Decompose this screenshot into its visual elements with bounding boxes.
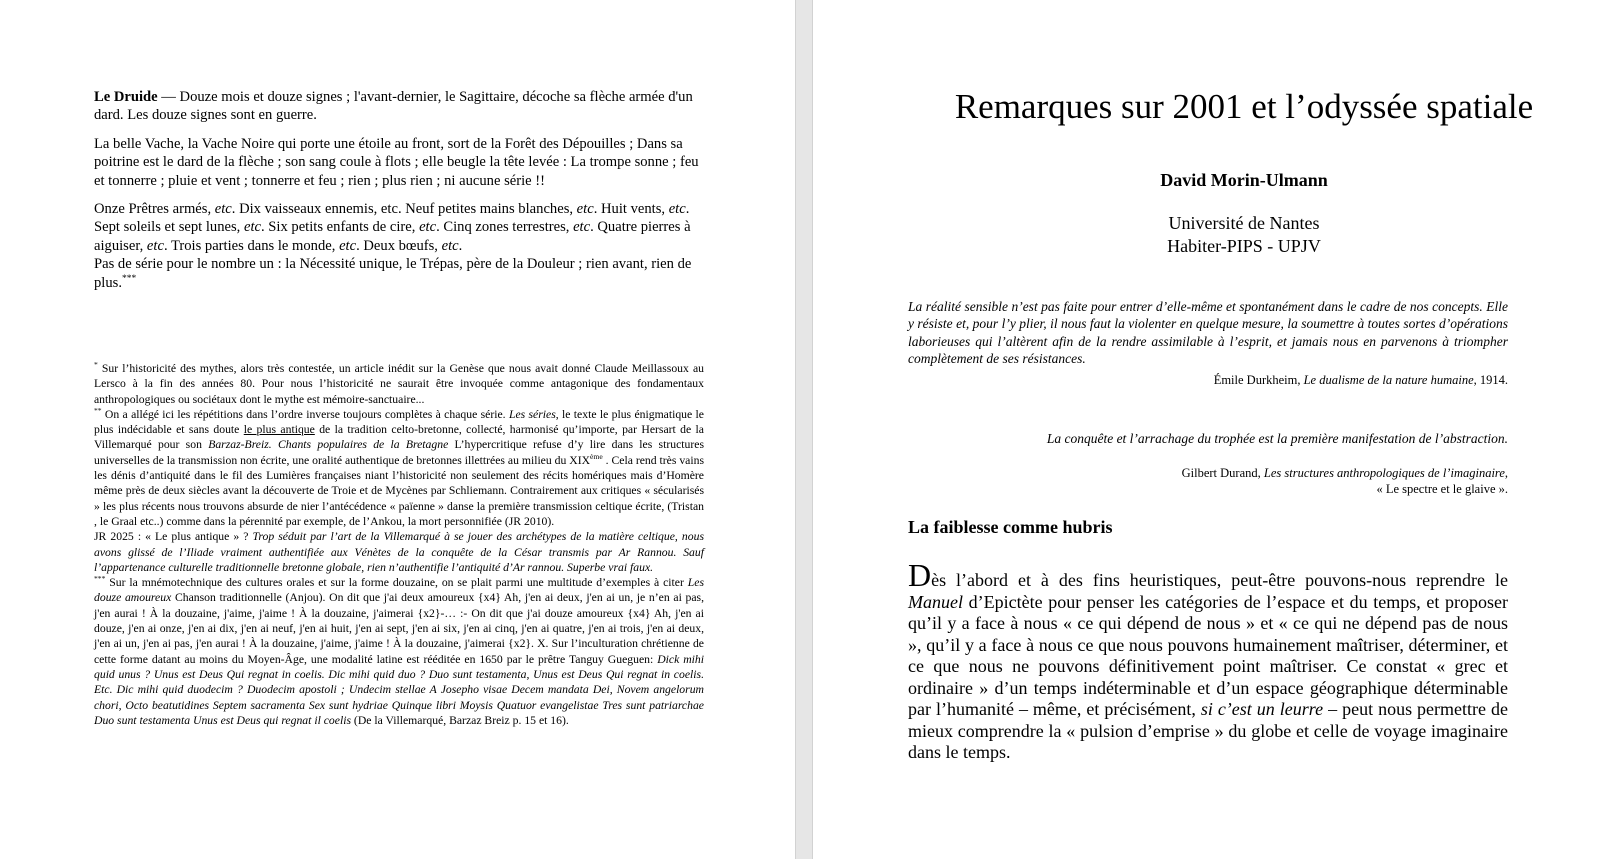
etc-text: etc (419, 219, 437, 236)
affiliation-line: Habiter-PIPS - UPJV (1167, 236, 1321, 256)
left-page (0, 0, 795, 859)
epigraph-source-durand (908, 465, 1508, 497)
footnote-mark: ** (94, 406, 102, 415)
epigraph-durand: La conquête et l’arrachage du trophée est la première manifestation de l’abstraction. (1046, 431, 1508, 446)
footnote-text: Sur la mnémotechnique des cultures orales et sur la forme douzaine, on se plait parmi une multitude d’exemples à citer (105, 576, 688, 590)
body-text: ès l’abord et à des fins heuristiques, peut-être pouvons-nous reprendre le (931, 570, 1508, 590)
footnote-text: Sur l’historicité des mythes, alors très contestée, un article inédit sur la Genèse que nous avait donné Claude Meillassoux au Lersco à la fin des années 80. Pour nous l’historicité ne saurait être invoquée comme antagonique des fondamentaux anthropologiques ou sociétaux dont le mythe est mémoire-sanctuaire... (94, 362, 704, 406)
footnote-text: . Cela rend très vains les dénis d’antiquité dans le fil des Lumières françaises niant l’historicité non seulement des récits homériques mais d’Homère même près de deux siècles avant la découverte de Troie et de Mycènes par Schliemann. Contrairement aux critiques « sécularisés » les plus récents nous trouvons absurde de nier l’antécédence « païenne » danse la première transmission celtique écrite, (Tristan , le Graal etc..) comme dans la pérennité par exemple, de l’Ankou, la mort personnifiée (JR 2010). (94, 453, 705, 528)
druide-lead: Le Druide (94, 89, 158, 105)
footnote-text: L’hypercritique refuse d’y lire dans les structures universelles de la transmission non écrite, une oralité authentique de bretonnes illettrées au milieu du XIX (94, 438, 704, 467)
page-gutter (795, 0, 813, 859)
footnote-1 (94, 361, 704, 407)
footnote-text: On a allégé ici les répétitions dans l’ordre inverse toujours complètes à chaque série. (101, 407, 509, 421)
epigraph-source-durkheim (908, 373, 1508, 388)
etc-text: etc (214, 201, 232, 218)
series-text: . Trois parties dans le monde, (163, 237, 340, 254)
etc-text: etc (441, 237, 459, 254)
footnote-italic: Dick mihi quid unus ? Unus est Deus Qui regnat in coelis. Dic mihi quid duo ? Duo sunt testamenta, Unus est Deus Qui regnat in coelis. Etc. Dic mihi quid duodecim ? Duodecim apostoli ; Undecim stellae A Josepho visae Decem mandata Dei, Novem angelorum chori, Octo beatutidines Septem sacramenta Sex sunt hydriae Quinque libri Moysis Quatuor evangelistae Tres sunt patriarchae Duo sunt testamenta Unus est Deus qui regnat il coelis (94, 652, 705, 727)
footnote-3 (94, 575, 704, 728)
series-text: . Deux bœufs, (356, 237, 442, 254)
series-text: . Dix vaisseaux ennemis, etc. Neuf petites mains blanches, (231, 201, 577, 218)
section-heading: La faiblesse comme hubris (908, 517, 1113, 537)
source-work: Les structures anthropologiques de l’imaginaire (1263, 466, 1505, 480)
footnote-text: , le texte le plus énigmatique le plus indécidable et sans doute (94, 407, 704, 437)
series-text: . Sept soleils et sept lunes, (94, 201, 690, 236)
series-text: Onze Prêtres armés, (94, 201, 215, 218)
druide-text: — Douze mois et douze signes ; l'avant-dernier, le Sagittaire, décoche sa flèche armée d'un dard. Les douze signes sont en guerre. (94, 89, 693, 124)
footnote-ref[interactable]: *** (121, 273, 137, 284)
source-comma: , (1504, 466, 1508, 480)
footnote-text: (De la Villemarqué, Barzaz Breiz p. 15 et 16). (351, 713, 569, 727)
footnote-italic: Les séries (508, 407, 556, 421)
body-text: d’Epictète pour penser les catégories de l’espace et du temps, et proposer qu’il y a face à nous « ce qui dépend de nous » et « ce qui ne dépend pas de nous », qu’il y a face à nous ce que nous pouvons humainement maîtriser, déterminer, et ce que nous ne pouvons définitivement point maîtriser. Ce constat « grec et ordinaire » d’un temps indéterminable et d’un espace géographique déterminable par l’humanité – même, et précisément, (908, 591, 1508, 719)
series-text: . Six petits enfants de cire, (261, 219, 420, 236)
paragraph-vache: La belle Vache, la Vache Noire qui porte une étoile au front, sort de la Forêt des Dépouilles ; Dans sa poitrine est le dard de la flèche ; son sang coule à flots ; elle beugle la tête levée : La trompe sonne ; feu et tonnerre ; pluie et vent ; tonnerre et feu ; rien ; plus rien ; ni aucune série !! (94, 135, 699, 189)
drop-cap: D (908, 557, 932, 593)
epigraph-durkheim: La réalité sensible n’est pas faite pour entrer d’elle-même et spontanément dans le cadre de nos concepts. Elle y résiste et, pour l’y plier, il nous faut la violenter en quelque mesure, la soumettre à toutes sortes d’opérations laborieuses qui l’altèrent afin de la rendre assimilable à l’esprit, et jamais nous en parvenons à triompher complètement de ses résistances. (908, 299, 1508, 367)
footnote-italic: Trop séduit par l’art de la Villemarqué à se jouer des archétypes de la matière celtique, nous avons glissé de l’Iliade vraiment authentifiée aux Vénètes de la conquête de la César transmis par Ar Rannou. Sauf l’appartenance culturelle traditionnelle bretonne globale, rien n’authentifie l’antiquité d’Ar rannou. Superbe vrai faux. (94, 530, 704, 574)
etc-text: etc (339, 237, 357, 254)
etc-text: etc (668, 201, 686, 218)
right-page (813, 0, 1600, 859)
footnote-jr-2025 (94, 529, 704, 575)
affiliation (888, 212, 1600, 258)
source-chapter: « Le spectre et le glaive ». (1376, 482, 1508, 496)
footnote-2 (94, 407, 704, 529)
footnote-text: de la tradition celto-bretonne, collecté, harmonisé qu’importe, par Hersart de la Villemarqué pour son (94, 423, 704, 452)
footnote-mark: *** (94, 574, 106, 584)
footnote-underline: le plus antique (243, 423, 315, 437)
source-author: Émile Durkheim, (1213, 373, 1304, 387)
series-text: . Huit vents, (593, 201, 669, 218)
series-text: . Cinq zones terrestres, (436, 219, 574, 236)
body-paragraph (908, 557, 1508, 764)
article-author: David Morin-Ulmann (1160, 170, 1328, 190)
left-body-text (94, 88, 704, 302)
footnote-mark: * (94, 360, 98, 370)
un-text: Pas de série pour le nombre un : la Nécessité unique, le Trépas, père de la Douleur ; rien avant, rien de plus. (94, 256, 692, 291)
source-year: , 1914. (1473, 373, 1508, 387)
footnote-italic: Les douze amoureux (94, 576, 704, 605)
paragraph-series (94, 200, 704, 255)
etc-text: etc (576, 201, 594, 218)
etc-text: etc (573, 219, 591, 236)
paragraph-un (94, 255, 704, 292)
source-work: Le dualisme de la nature humaine (1303, 373, 1474, 387)
article-title: Remarques sur 2001 et l’odyssée spatiale (954, 87, 1534, 126)
series-text: . Quatre pierres à aiguiser, (94, 219, 691, 254)
body-text: – peut nous permettre de mieux comprendre la « pulsion d’emprise » du globe et celle de voyage imaginaire dans le temps. (908, 699, 1508, 762)
paragraph-druide (94, 88, 704, 125)
source-line (908, 465, 1508, 481)
footnote-sup: ème (590, 451, 603, 461)
series-text: . (458, 237, 463, 254)
body-italic: si c’est un leurre (1200, 699, 1324, 719)
footnote-text: Chanson traditionnelle (Anjou). On dit que j'ai deux amoureux {x4} Ah, j'en ai deux, j'en ai un, je n’en ai pas, j'en aurai ! À la douzaine, j'aime, j'aime ! À la douzaine, j'aimerai {x2}-… :- On dit que j'ai douze amoureux {x4} Ah, j'en ai douze, j'en ai onze, j'en ai dix, j'en ai neuf, j'en ai huit, j'en ai sept, j'en ai six, j'en ai cinq, j'en ai quatre, j'en ai trois, j'en ai deux, j'en ai un, j'en ai pas, j'en aurai ! À la douzaine, j'aime, j'aime ! À la douzaine, j'aimerai {x2}. X. Sur l’inculturation chrétienne de cette forme datant au moins du Moyen-Âge, une modalité latine est rééditée en 1650 par le prêtre Tanguy Gueguen: (94, 591, 705, 666)
etc-text: etc (146, 237, 164, 254)
footnotes (94, 361, 704, 728)
footnote-italic: Barzaz-Breiz. Chants populaires de la Bretagne (208, 438, 449, 452)
source-author: Gilbert Durand, (1181, 466, 1264, 480)
affiliation-line: Université de Nantes (1168, 213, 1320, 233)
body-italic: Manuel (908, 591, 963, 612)
footnote-text: JR 2025 : « Le plus antique » ? (94, 530, 253, 544)
etc-text: etc (243, 219, 261, 236)
